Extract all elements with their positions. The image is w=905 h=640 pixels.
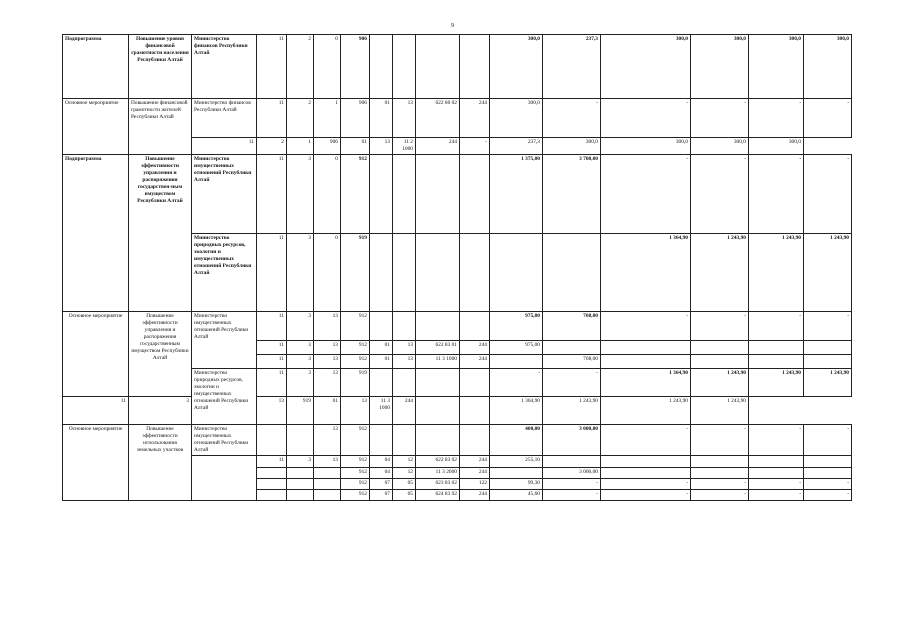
amount-cell: - bbox=[691, 155, 749, 234]
amount-cell: - bbox=[749, 479, 804, 490]
amount-cell: - bbox=[601, 479, 691, 490]
grbs-code-cell: 906 bbox=[314, 138, 341, 155]
table-row bbox=[63, 35, 852, 99]
target-article-cell: 11 2 1000 bbox=[393, 138, 416, 155]
program-name-cell: Повышение эффективности использования земельных участков bbox=[129, 425, 192, 501]
amount-cell: - bbox=[749, 155, 804, 234]
expense-type-cell bbox=[460, 155, 490, 234]
program-code-cell: 3 bbox=[287, 312, 314, 341]
amount-cell: 300,0 bbox=[490, 99, 543, 138]
amount-cell bbox=[749, 456, 804, 468]
amount-cell bbox=[691, 341, 749, 355]
target-article-cell: 622 83 02 bbox=[416, 456, 460, 468]
program-code-cell: 11 bbox=[257, 369, 287, 397]
table-row bbox=[63, 397, 852, 425]
program-code-cell: 3 bbox=[287, 456, 314, 468]
amount-cell bbox=[804, 456, 852, 468]
program-code-cell: 3 bbox=[287, 355, 314, 369]
subsection-code-cell: 12 bbox=[393, 468, 416, 479]
program-code-cell: 11 bbox=[257, 341, 287, 355]
amount-cell: 300,0 bbox=[749, 138, 804, 155]
budget-table bbox=[62, 34, 852, 501]
amount-cell bbox=[416, 397, 460, 425]
amount-cell: 1 364,90 bbox=[601, 234, 691, 312]
amount-cell: 1 243,90 bbox=[804, 369, 852, 397]
program-code-cell: 11 bbox=[257, 35, 287, 99]
amount-cell: - bbox=[601, 490, 691, 501]
program-code-cell: 0 bbox=[314, 234, 341, 312]
program-code-cell: 13 bbox=[314, 425, 341, 456]
program-code-cell: 3 bbox=[287, 155, 314, 234]
program-type-cell: Основное мероприятие bbox=[63, 312, 129, 397]
target-article-cell: 623 83 02 bbox=[416, 479, 460, 490]
program-code-cell: 2 bbox=[287, 99, 314, 138]
program-code-cell bbox=[287, 490, 314, 501]
amount-cell: 3 000,00 bbox=[543, 425, 601, 456]
section-code-cell bbox=[370, 312, 393, 341]
amount-cell: - bbox=[543, 490, 601, 501]
amount-cell: 975,00 bbox=[490, 341, 543, 355]
amount-cell: - bbox=[543, 369, 601, 397]
amount-cell bbox=[601, 468, 691, 479]
amount-cell: 3 708,00 bbox=[543, 155, 601, 234]
amount-cell: - bbox=[543, 99, 601, 138]
amount-cell: - bbox=[804, 490, 852, 501]
executor-cell: Министерство имущественных отношений Республики Алтай bbox=[192, 155, 257, 234]
expense-type-cell: 244 bbox=[460, 99, 490, 138]
amount-cell bbox=[749, 468, 804, 479]
amount-cell: 300,0 bbox=[749, 35, 804, 99]
amount-cell: - bbox=[804, 312, 852, 341]
section-code-cell: 01 bbox=[341, 138, 370, 155]
expense-type-cell: 244 bbox=[460, 490, 490, 501]
amount-cell: - bbox=[601, 155, 691, 234]
amount-cell: 1 243,90 bbox=[691, 369, 749, 397]
target-article-cell bbox=[416, 35, 460, 99]
grbs-code-cell: 912 bbox=[341, 490, 370, 501]
table-body bbox=[63, 35, 852, 501]
subsection-code-cell bbox=[393, 425, 416, 456]
program-code-cell: 2 bbox=[257, 138, 287, 155]
section-code-cell bbox=[370, 369, 393, 397]
program-code-cell: 0 bbox=[314, 35, 341, 99]
target-article-cell bbox=[416, 234, 460, 312]
section-code-cell bbox=[370, 155, 393, 234]
executor-cell: Министерство финансов Республики Алтай bbox=[192, 99, 257, 138]
program-code-cell: 2 bbox=[287, 35, 314, 99]
amount-cell bbox=[749, 341, 804, 355]
subsection-code-cell: 13 bbox=[393, 355, 416, 369]
expense-type-cell bbox=[460, 425, 490, 456]
amount-cell: 300,0 bbox=[543, 138, 601, 155]
program-code-cell bbox=[257, 425, 287, 456]
subsection-code-cell: 13 bbox=[370, 138, 393, 155]
subsection-code-cell: 05 bbox=[393, 479, 416, 490]
expense-type-cell: 244 bbox=[416, 138, 460, 155]
target-article-cell bbox=[416, 312, 460, 341]
target-article-cell: 11 3 2000 bbox=[416, 468, 460, 479]
amount-cell: - bbox=[804, 425, 852, 456]
amount-cell: 400,00 bbox=[490, 425, 543, 456]
program-name-cell: Повышение уровня финансовой грамотности населения Республики Алтай bbox=[129, 35, 192, 99]
expense-type-cell bbox=[460, 35, 490, 99]
amount-cell: 708,00 bbox=[543, 355, 601, 369]
amount-cell: 1 243,90 bbox=[804, 234, 852, 312]
amount-cell bbox=[804, 341, 852, 355]
amount-cell bbox=[691, 468, 749, 479]
amount-cell: 1 243,90 bbox=[749, 369, 804, 397]
grbs-code-cell: 912 bbox=[341, 479, 370, 490]
target-article-cell: 11 3 1000 bbox=[370, 397, 393, 425]
program-code-cell bbox=[287, 468, 314, 479]
amount-cell: 1 243,90 bbox=[749, 234, 804, 312]
target-article-cell: 622 83 01 bbox=[416, 341, 460, 355]
amount-cell: 255,10 bbox=[490, 456, 543, 468]
amount-cell: - bbox=[691, 479, 749, 490]
amount-cell: 300,0 bbox=[601, 35, 691, 99]
program-name-cell: Повышение финансовой грамотности жителей Республики Алтай bbox=[129, 99, 192, 155]
amount-cell: - bbox=[691, 490, 749, 501]
amount-cell: - bbox=[490, 369, 543, 397]
program-code-cell: 13 bbox=[314, 355, 341, 369]
section-code-cell bbox=[370, 425, 393, 456]
amount-cell: 1 243,90 bbox=[543, 397, 601, 425]
program-code-cell: 11 bbox=[192, 138, 257, 155]
amount-cell bbox=[804, 468, 852, 479]
subsection-code-cell bbox=[393, 369, 416, 397]
amount-cell: 1 243,90 bbox=[691, 397, 749, 425]
program-code-cell: 11 bbox=[63, 397, 129, 425]
section-code-cell: 01 bbox=[370, 99, 393, 138]
subsection-code-cell: 05 bbox=[393, 490, 416, 501]
program-code-cell: 3 bbox=[287, 369, 314, 397]
amount-cell: - bbox=[691, 99, 749, 138]
section-code-cell: 04 bbox=[370, 468, 393, 479]
amount-cell bbox=[543, 234, 601, 312]
program-code-cell: 11 bbox=[257, 234, 287, 312]
amount-cell bbox=[543, 456, 601, 468]
amount-cell bbox=[601, 341, 691, 355]
amount-cell bbox=[601, 355, 691, 369]
program-code-cell: 13 bbox=[314, 369, 341, 397]
section-code-cell: 04 bbox=[370, 456, 393, 468]
amount-cell bbox=[460, 397, 490, 425]
program-code-cell: 1 bbox=[287, 138, 314, 155]
amount-cell: - bbox=[691, 425, 749, 456]
amount-cell bbox=[691, 456, 749, 468]
amount-cell: 300,0 bbox=[691, 35, 749, 99]
amount-cell: - bbox=[749, 99, 804, 138]
expense-type-cell: 244 bbox=[460, 456, 490, 468]
program-code-cell bbox=[314, 490, 341, 501]
amount-cell: 1 243,90 bbox=[691, 234, 749, 312]
subsection-code-cell bbox=[393, 35, 416, 99]
subsection-code-cell bbox=[393, 312, 416, 341]
program-code-cell: 1 bbox=[314, 99, 341, 138]
program-code-cell: 13 bbox=[314, 312, 341, 341]
executor-cell: Министерство имущественных отношений Республики Алтай bbox=[192, 312, 257, 369]
amount-cell bbox=[490, 234, 543, 312]
amount-cell: 237,3 bbox=[490, 138, 543, 155]
program-code-cell: 11 bbox=[257, 355, 287, 369]
subsection-code-cell bbox=[393, 234, 416, 312]
table-row bbox=[63, 99, 852, 138]
executor-cell: Министерство природных ресурсов, экологии и имущественных отношений Республики Алтай bbox=[192, 234, 257, 312]
program-code-cell bbox=[287, 479, 314, 490]
amount-cell: - bbox=[691, 312, 749, 341]
target-article-cell: 622 80 02 bbox=[416, 99, 460, 138]
grbs-code-cell: 919 bbox=[341, 234, 370, 312]
amount-cell bbox=[749, 355, 804, 369]
grbs-code-cell: 919 bbox=[287, 397, 314, 425]
expense-type-cell bbox=[460, 312, 490, 341]
expense-type-cell: 244 bbox=[460, 341, 490, 355]
amount-cell bbox=[804, 355, 852, 369]
executor-cell: Министерство природных ресурсов, экологии и имущественных отношений Республики Алтай bbox=[192, 369, 257, 425]
amount-cell: - bbox=[749, 490, 804, 501]
amount-cell bbox=[543, 341, 601, 355]
program-code-cell: 3 bbox=[287, 234, 314, 312]
expense-type-cell: 244 bbox=[460, 468, 490, 479]
program-code-cell: 13 bbox=[257, 397, 287, 425]
grbs-code-cell: 912 bbox=[341, 425, 370, 456]
executor-cell: Министерство имущественных отношений Республики Алтай bbox=[192, 425, 257, 456]
expense-type-cell: 244 bbox=[393, 397, 416, 425]
amount-cell: 300,0 bbox=[490, 35, 543, 99]
program-code-cell: 11 bbox=[257, 312, 287, 341]
amount-cell: 975,00 bbox=[490, 312, 543, 341]
amount-cell: - bbox=[804, 155, 852, 234]
grbs-code-cell: 912 bbox=[341, 456, 370, 468]
grbs-code-cell: 912 bbox=[341, 468, 370, 479]
section-code-cell bbox=[370, 234, 393, 312]
program-code-cell: 11 bbox=[257, 99, 287, 138]
program-code-cell: 3 bbox=[129, 397, 192, 425]
amount-cell: 1 243,90 bbox=[601, 397, 691, 425]
program-name-cell: Повышение эффективности управления и распоряжения государствен-ным имуществом Республики Алтай bbox=[129, 155, 192, 312]
amount-cell: 3 000,00 bbox=[543, 468, 601, 479]
grbs-code-cell: 919 bbox=[341, 369, 370, 397]
amount-cell bbox=[490, 468, 543, 479]
grbs-code-cell: 906 bbox=[341, 35, 370, 99]
amount-cell: - bbox=[601, 99, 691, 138]
program-code-cell: 13 bbox=[314, 341, 341, 355]
amount-cell: - bbox=[749, 312, 804, 341]
amount-cell: 1 364,90 bbox=[601, 369, 691, 397]
amount-cell: - bbox=[460, 138, 490, 155]
expense-type-cell bbox=[460, 234, 490, 312]
amount-cell: - bbox=[601, 312, 691, 341]
amount-cell: - bbox=[601, 425, 691, 456]
program-code-cell bbox=[257, 468, 287, 479]
amount-cell: 300,0 bbox=[601, 138, 691, 155]
target-article-cell bbox=[416, 425, 460, 456]
amount-cell: - bbox=[804, 479, 852, 490]
grbs-code-cell: 912 bbox=[341, 355, 370, 369]
amount-cell bbox=[601, 456, 691, 468]
executor-cell bbox=[192, 456, 257, 501]
target-article-cell bbox=[416, 369, 460, 397]
section-code-cell: 07 bbox=[370, 479, 393, 490]
amount-cell: 1 364,90 bbox=[490, 397, 543, 425]
amount-cell: 99,30 bbox=[490, 479, 543, 490]
page-number: 9 bbox=[451, 23, 454, 29]
program-code-cell bbox=[257, 479, 287, 490]
table-row bbox=[63, 155, 852, 234]
executor-cell: Министерство финансов Республики Алтай bbox=[192, 35, 257, 99]
program-code-cell: 0 bbox=[314, 155, 341, 234]
program-code-cell: 13 bbox=[314, 456, 341, 468]
grbs-code-cell: 906 bbox=[341, 99, 370, 138]
target-article-cell: 11 3 1000 bbox=[416, 355, 460, 369]
amount-cell: 708,00 bbox=[543, 312, 601, 341]
expense-type-cell: 244 bbox=[460, 355, 490, 369]
program-code-cell bbox=[257, 490, 287, 501]
program-code-cell: 3 bbox=[287, 341, 314, 355]
section-code-cell: 07 bbox=[370, 490, 393, 501]
subsection-code-cell: 13 bbox=[341, 397, 370, 425]
program-type-cell: Подпрограмма bbox=[63, 35, 129, 99]
target-article-cell: 624 83 02 bbox=[416, 490, 460, 501]
table-row bbox=[63, 425, 852, 456]
grbs-code-cell: 912 bbox=[341, 312, 370, 341]
section-code-cell: 01 bbox=[370, 355, 393, 369]
section-code-cell: 01 bbox=[370, 341, 393, 355]
amount-cell: 237,3 bbox=[543, 35, 601, 99]
amount-cell: - bbox=[749, 425, 804, 456]
section-code-cell: 01 bbox=[314, 397, 341, 425]
grbs-code-cell: 912 bbox=[341, 155, 370, 234]
program-type-cell: Основное мероприятие bbox=[63, 99, 129, 155]
program-code-cell: 11 bbox=[257, 155, 287, 234]
amount-cell: 300,0 bbox=[804, 35, 852, 99]
amount-cell: - bbox=[804, 99, 852, 138]
target-article-cell bbox=[416, 155, 460, 234]
program-name-cell: Повышение эффективности управления и распоряжения государственным имуществом Республики Алтай bbox=[129, 312, 192, 397]
subsection-code-cell: 13 bbox=[393, 341, 416, 355]
amount-cell: 300,0 bbox=[691, 138, 749, 155]
program-code-cell bbox=[314, 479, 341, 490]
program-code-cell: 11 bbox=[257, 456, 287, 468]
section-code-cell bbox=[370, 35, 393, 99]
table-row bbox=[63, 312, 852, 341]
subsection-code-cell bbox=[393, 155, 416, 234]
subsection-code-cell: 13 bbox=[393, 99, 416, 138]
amount-cell: 1 375,00 bbox=[490, 155, 543, 234]
expense-type-cell: 122 bbox=[460, 479, 490, 490]
amount-cell: 45,60 bbox=[490, 490, 543, 501]
amount-cell bbox=[691, 355, 749, 369]
program-code-cell bbox=[314, 468, 341, 479]
subsection-code-cell: 12 bbox=[393, 456, 416, 468]
expense-type-cell bbox=[460, 369, 490, 397]
program-code-cell bbox=[287, 425, 314, 456]
program-type-cell: Подпрограмма bbox=[63, 155, 129, 312]
amount-cell: - bbox=[543, 479, 601, 490]
amount-cell bbox=[490, 355, 543, 369]
program-type-cell: Основное мероприятие bbox=[63, 425, 129, 501]
grbs-code-cell: 912 bbox=[341, 341, 370, 355]
